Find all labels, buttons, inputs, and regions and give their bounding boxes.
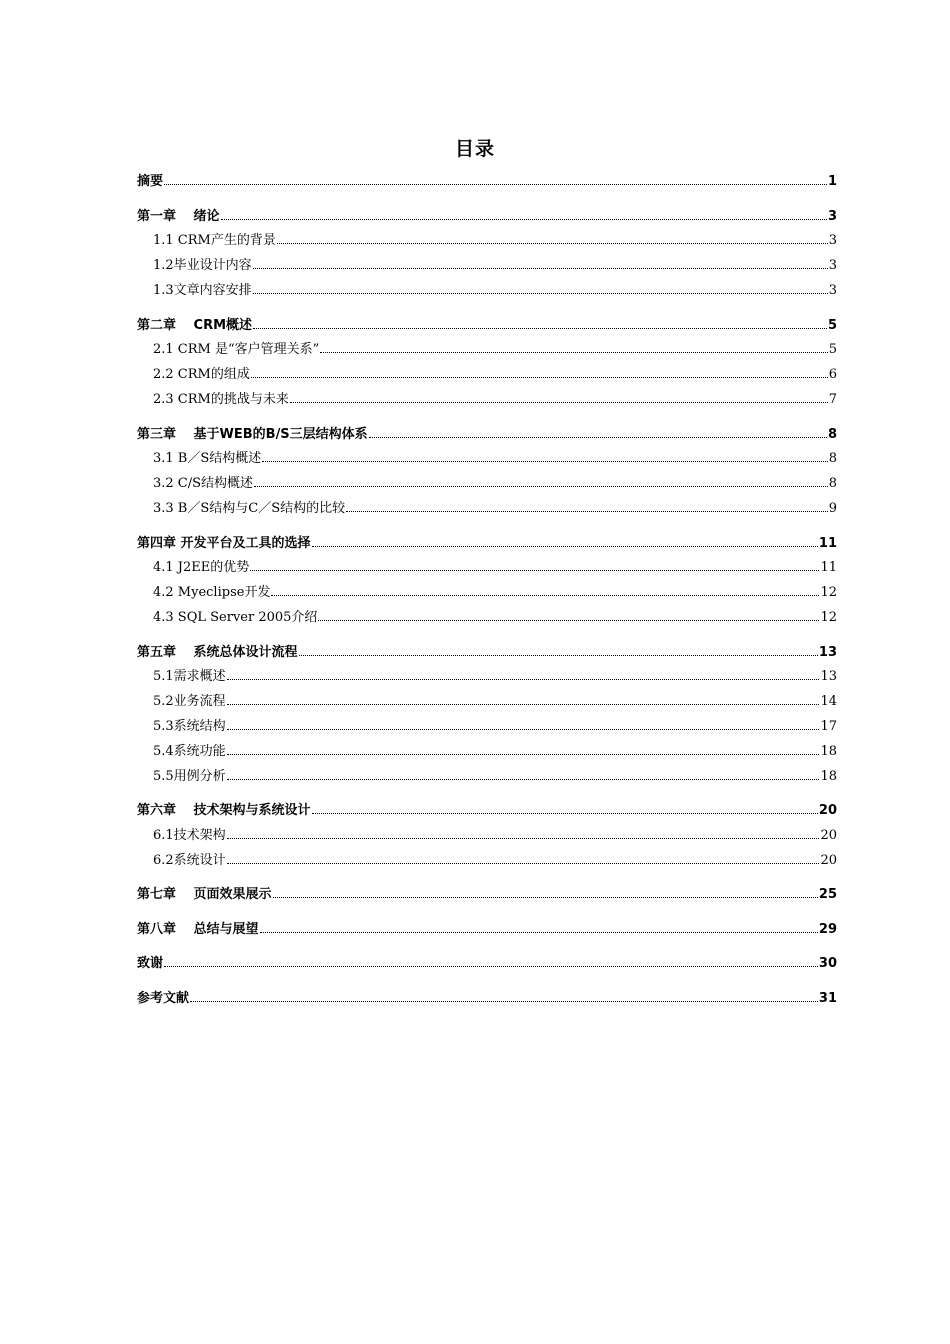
toc-section-entry[interactable] (137, 849, 837, 874)
toc-chapter-entry[interactable] (137, 423, 837, 448)
toc-dot-leader (260, 921, 818, 933)
toc-entry-label: 4.1 J2EE的优势 (153, 560, 250, 576)
toc-page-number: 11 (818, 535, 837, 551)
toc-page-number: 20 (820, 852, 837, 868)
toc-dot-leader (262, 450, 827, 462)
toc-section-entry[interactable] (137, 497, 837, 522)
toc-entry-label: 摘要 (137, 174, 164, 189)
toc-page-number: 14 (820, 694, 837, 710)
toc-page-number: 8 (828, 451, 837, 467)
toc-page-number: 31 (818, 991, 837, 1007)
toc-dot-leader (290, 391, 828, 403)
toc-dot-leader (254, 475, 828, 487)
toc-page-number: 12 (820, 609, 837, 625)
toc-entry-label: 5.2业务流程 (153, 694, 226, 710)
toc-chapter-entry[interactable] (137, 987, 837, 1012)
toc-entry-label: 3.1 B／S结构概述 (153, 451, 262, 467)
toc-entry-label: 第五章 系统总体设计流程 (137, 644, 298, 660)
toc-entry-label: 5.1需求概述 (153, 669, 226, 685)
toc-entry-label: 6.1技术架构 (153, 827, 226, 843)
toc-page-number: 1 (827, 174, 837, 189)
toc-page-number: 25 (818, 887, 837, 903)
toc-page-number: 5 (827, 317, 837, 333)
toc-page-number: 8 (827, 426, 837, 442)
toc-entry-label: 第二章 CRM概述 (137, 317, 253, 333)
toc-page-number: 20 (820, 827, 837, 843)
toc-page-number: 13 (820, 669, 837, 685)
toc-dot-leader (227, 768, 820, 780)
toc-page-number: 18 (820, 743, 837, 759)
toc-section-entry[interactable] (137, 363, 837, 388)
toc-section-entry[interactable] (137, 388, 837, 413)
table-of-contents (137, 170, 837, 1012)
toc-section-entry[interactable] (137, 690, 837, 715)
toc-dot-leader (250, 559, 819, 571)
toc-dot-leader (227, 827, 820, 839)
toc-chapter-entry[interactable] (137, 170, 837, 195)
toc-page-number: 11 (820, 560, 837, 576)
toc-dot-leader (369, 426, 827, 438)
toc-entry-label: 第一章 绪论 (137, 208, 220, 224)
toc-page-number: 18 (820, 768, 837, 784)
toc-page-number: 3 (828, 233, 837, 249)
toc-dot-leader (253, 317, 827, 329)
toc-section-entry[interactable] (137, 229, 837, 254)
toc-entry-label: 1.3文章内容安排 (153, 282, 252, 298)
toc-section-entry[interactable] (137, 665, 837, 690)
toc-dot-leader (253, 282, 828, 294)
toc-dot-leader (190, 990, 818, 1002)
toc-dot-leader (320, 341, 827, 353)
toc-chapter-entry[interactable] (137, 641, 837, 666)
toc-section-entry[interactable] (137, 279, 837, 304)
toc-entry-label: 2.3 CRM的挑战与未来 (153, 391, 289, 407)
toc-page-number: 3 (827, 208, 837, 224)
toc-entry-label: 第六章 技术架构与系统设计 (137, 803, 311, 819)
toc-dot-leader (227, 743, 820, 755)
toc-dot-leader (318, 609, 819, 621)
toc-chapter-entry[interactable] (137, 883, 837, 908)
toc-entry-label: 第七章 页面效果展示 (137, 887, 272, 903)
toc-entry-label: 5.5用例分析 (153, 768, 226, 784)
toc-entry-label: 第四章 开发平台及工具的选择 (137, 535, 311, 551)
toc-dot-leader (251, 366, 828, 378)
toc-section-entry[interactable] (137, 765, 837, 790)
toc-chapter-entry[interactable] (137, 918, 837, 943)
toc-chapter-entry[interactable] (137, 799, 837, 824)
toc-entry-label: 致谢 (137, 956, 164, 972)
toc-page-number: 5 (828, 342, 837, 358)
toc-entry-label: 3.3 B／S结构与C／S结构的比较 (153, 500, 346, 516)
toc-dot-leader (312, 535, 818, 547)
toc-page-number: 3 (828, 258, 837, 274)
toc-page-number: 17 (820, 718, 837, 734)
toc-section-entry[interactable] (137, 740, 837, 765)
toc-dot-leader (273, 886, 818, 898)
toc-entry-label: 6.2系统设计 (153, 852, 226, 868)
toc-dot-leader (221, 208, 827, 220)
toc-section-entry[interactable] (137, 606, 837, 631)
toc-section-entry[interactable] (137, 824, 837, 849)
toc-entry-label: 1.2毕业设计内容 (153, 258, 252, 274)
toc-dot-leader (253, 257, 828, 269)
toc-page-number: 6 (828, 367, 837, 383)
toc-dot-leader (227, 718, 820, 730)
toc-entry-label: 参考文献 (137, 991, 190, 1007)
toc-entry-label: 第八章 总结与展望 (137, 921, 259, 937)
toc-page-number: 8 (828, 476, 837, 492)
toc-entry-label: 1.1 CRM产生的背景 (153, 233, 276, 249)
toc-chapter-entry[interactable] (137, 532, 837, 557)
toc-page-number: 7 (828, 391, 837, 407)
toc-page-number: 3 (828, 282, 837, 298)
toc-entry-label: 5.3系统结构 (153, 718, 226, 734)
toc-chapter-entry[interactable] (137, 314, 837, 339)
toc-entry-label: 2.1 CRM 是“客户管理关系” (153, 342, 320, 358)
toc-section-entry[interactable] (137, 715, 837, 740)
toc-page-number: 13 (818, 644, 837, 660)
toc-entry-label: 3.2 C/S结构概述 (153, 476, 254, 492)
toc-entry-label: 5.4系统功能 (153, 743, 226, 759)
toc-section-entry[interactable] (137, 338, 837, 363)
toc-entry-label: 第三章 基于WEB的B/S三层结构体系 (137, 426, 368, 442)
toc-section-entry[interactable] (137, 581, 837, 606)
toc-chapter-entry[interactable] (137, 952, 837, 977)
toc-page-number: 12 (820, 585, 837, 601)
toc-entry-label: 4.3 SQL Server 2005介绍 (153, 609, 318, 625)
toc-dot-leader (227, 668, 820, 680)
toc-dot-leader (164, 955, 818, 967)
toc-entry-label: 2.2 CRM的组成 (153, 367, 250, 383)
toc-dot-leader (277, 232, 828, 244)
toc-dot-leader (227, 693, 820, 705)
toc-page-number: 9 (828, 500, 837, 516)
toc-section-entry[interactable] (137, 447, 837, 472)
toc-dot-leader (271, 584, 819, 596)
toc-dot-leader (299, 644, 818, 656)
toc-page-number: 20 (818, 803, 837, 819)
toc-dot-leader (312, 802, 818, 814)
toc-entry-label: 4.2 Myeclipse开发 (153, 585, 271, 601)
toc-title: 目录 (454, 138, 495, 160)
toc-section-entry[interactable] (137, 472, 837, 497)
toc-page-number: 29 (818, 921, 837, 937)
toc-section-entry[interactable] (137, 556, 837, 581)
toc-dot-leader (164, 173, 827, 185)
toc-section-entry[interactable] (137, 254, 837, 279)
toc-chapter-entry[interactable] (137, 205, 837, 230)
toc-dot-leader (227, 852, 820, 864)
toc-page-number: 30 (818, 956, 837, 972)
toc-dot-leader (346, 500, 828, 512)
